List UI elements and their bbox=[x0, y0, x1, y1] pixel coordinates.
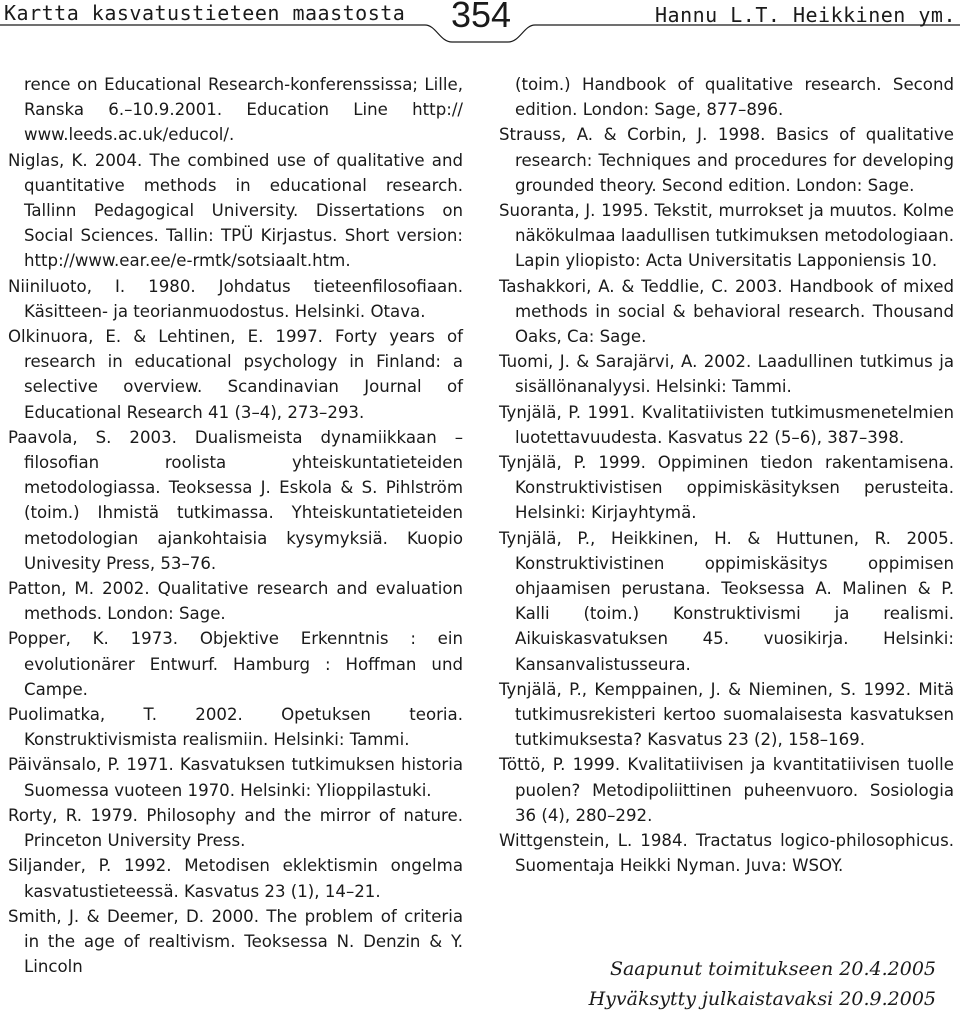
reference-entry: Niglas, K. 2004. The combined use of qualitative and quantitative methods in educational research. Tallinn Pedagogical University. Dissertations on Social Sciences. Tallin: TPÜ Kirjastus. Short version: http://www.ear.ee/e-rmtk/sotsiaalt.htm. bbox=[8, 150, 463, 271]
reference-entry: Siljander, P. 1992. Metodisen eklektismin ongelma kasvatustieteessä. Kasvatus 23 (1), 14–21. bbox=[8, 856, 463, 901]
reference-entry: Paavola, S. 2003. Dualismeista dynamiikkaan – filosofian roolista yhteiskuntatieteiden metodologiassa. Teoksessa J. Eskola & S. Pihlström (toim.) Ihmistä tutkimassa. Yhteiskuntatieteiden metodologian ajankohtaisia kysymyksiä. Kuopio Univesity Press, 53–76. bbox=[8, 427, 463, 573]
reference-entry: Tynjälä, P. 1999. Oppiminen tiedon rakentamisena. Konstruktivistisen oppimiskäsityksen perusteita. Helsinki: Kirjayhtymä. bbox=[499, 453, 954, 523]
reference-entry: Smith, J. & Deemer, D. 2000. The problem of criteria in the age of realtivism. Teoksessa N. Denzin & Y. Lincoln bbox=[8, 906, 463, 977]
reference-entry: Niiniluoto, I. 1980. Johdatus tieteenfilosofiaan. Käsitteen- ja teorianmuodostus. Helsinki. Otava. bbox=[8, 276, 463, 321]
reference-entry: Olkinuora, E. & Lehtinen, E. 1997. Forty years of research in educational psychology in Finland: a selective overview. Scandinavian Journal of Educational Research 41 (3–4), 273–293. bbox=[8, 327, 463, 422]
references-left-column bbox=[8, 72, 463, 979]
reference-entry: Tashakkori, A. & Teddlie, C. 2003. Handbook of mixed methods in social & behavioral research. Thousand Oaks, Ca: Sage. bbox=[499, 276, 954, 347]
reference-entry: Tynjälä, P., Heikkinen, H. & Huttunen, R. 2005. Konstruktivistinen oppimiskäsitys oppimisen ohjaamisen perustana. Teoksessa A. Malinen & P. Kalli (toim.) Konstruktivismi ja realismi. Aikuiskasvatuksen 45. vuosikirja. Helsinki: Kansanvalistusseura. bbox=[499, 528, 954, 674]
reference-entry: Tuomi, J. & Sarajärvi, A. 2002. Laadullinen tutkimus ja sisällönanalyysi. Helsinki: Tammi. bbox=[499, 352, 954, 397]
running-header bbox=[0, 0, 960, 44]
journal-title: Kartta kasvatustieteen maastosta bbox=[4, 1, 406, 25]
reference-entry: Popper, K. 1973. Objektive Erkenntnis : ein evolutionärer Entwurf. Hamburg : Hoffman und Campe. bbox=[8, 629, 463, 699]
accepted-date-note: Hyväksytty julkaistavaksi 20.9.2005 bbox=[588, 988, 936, 1010]
received-date-note: Saapunut toimitukseen 20.4.2005 bbox=[609, 958, 936, 980]
reference-entry: Wittgenstein, L. 1984. Tractatus logico-philosophicus. Suomentaja Heikki Nyman. Juva: WSOY. bbox=[499, 831, 954, 876]
reference-entry: Töttö, P. 1999. Kvalitatiivisen ja kvantitatiivisen tuolle puolen? Metodipoliittinen puheenvuoro. Sosiologia 36 (4), 280–292. bbox=[499, 755, 954, 825]
references-right-column bbox=[499, 72, 954, 879]
reference-entry: Rorty, R. 1979. Philosophy and the mirror of nature. Princeton University Press. bbox=[8, 805, 463, 851]
reference-entry: Tynjälä, P. 1991. Kvalitatiivisten tutkimusmenetelmien luotettavuudesta. Kasvatus 22 (5–6), 387–398. bbox=[499, 402, 954, 447]
reference-entry: rence on Educational Research-konferenssissa; Lille, Ranska 6.–10.9.2001. Education Line http:// www.leeds.ac.uk/educol/. bbox=[24, 75, 463, 145]
reference-entry: Suoranta, J. 1995. Tekstit, murrokset ja muutos. Kolme näkökulmaa laadullisen tutkimuksen metodologiaan. Lapin yliopisto: Acta Universitatis Lapponiensis 10. bbox=[499, 201, 954, 271]
page-number: 354 bbox=[451, 0, 512, 35]
reference-entry: (toim.) Handbook of qualitative research. Second edition. London: Sage, 877–896. bbox=[515, 75, 954, 120]
reference-entry: Puolimatka, T. 2002. Opetuksen teoria. Konstruktivismista realismiin. Helsinki: Tammi. bbox=[8, 705, 463, 750]
reference-entry: Tynjälä, P., Kemppainen, J. & Nieminen, S. 1992. Mitä tutkimusrekisteri kertoo suomalaisesta kasvatuksen tutkimuksesta? Kasvatus 23 (2), 158–169. bbox=[499, 679, 954, 750]
reference-entry: Strauss, A. & Corbin, J. 1998. Basics of qualitative research: Techniques and procedures for developing grounded theory. Second edition. London: Sage. bbox=[499, 125, 954, 195]
reference-entry: Patton, M. 2002. Qualitative research and evaluation methods. London: Sage. bbox=[8, 579, 463, 624]
article-authors: Hannu L.T. Heikkinen ym. bbox=[655, 3, 956, 27]
reference-entry: Päivänsalo, P. 1971. Kasvatuksen tutkimuksen historia Suomessa vuoteen 1970. Helsinki: Ylioppilastuki. bbox=[8, 755, 463, 800]
submission-notes bbox=[589, 954, 936, 1013]
